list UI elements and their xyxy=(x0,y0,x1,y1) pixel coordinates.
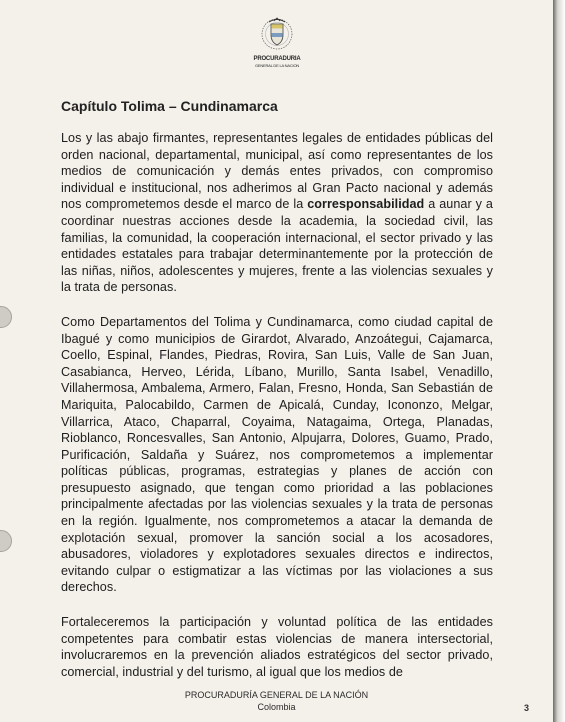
page-edge-shadow xyxy=(553,0,565,722)
chapter-heading: Capítulo Tolima – Cundinamarca xyxy=(61,98,278,114)
procuraduria-logo xyxy=(248,14,306,84)
footer-org: PROCURADURÍA GENERAL DE LA NACIÓN xyxy=(184,690,369,700)
page-footer xyxy=(0,689,553,713)
binder-hole xyxy=(0,530,12,552)
paragraph-1 xyxy=(61,130,493,296)
logo-name: PROCURADURIA xyxy=(253,56,301,62)
corresponsabilidad-term: corresponsabilidad xyxy=(307,197,425,212)
coat-of-arms-icon xyxy=(258,14,296,56)
paragraph-3: Fortaleceremos la participación y voluntad política de las entidades competentes para combatir estas violencias de manera intersectorial, involucraremos en la prevención aliados estratégicos del sector privado, comercial, industrial y del turismo, al igual que los medios de xyxy=(61,615,493,679)
paragraph-2: Como Departamentos del Tolima y Cundinamarca, como ciudad capital de Ibagué y como municipios de Girardot, Alvarado, Anzoátegui, Cajamarca, Coello, Espinal, Flandes, Piedras, Rovira, San Luis, Valle de San Juan, Casabianca, Herveo, Lérida, Líbano, Murillo, Santa Isabel, Venadillo, Villahermosa, Ambalema, Armero, Falan, Fresno, Honda, San Sebastián de Mariquita, Palocabildo, Carmen de Apicalá, Cunday, Icononzo, Melgar, Villarrica, Ataco, Chaparral, Coyaima, Natagaima, Ortega, Planadas, Rioblanco, Roncesvalles, San Antonio, Alpujarra, Dolores, Guamo, Prado, Purificación, Saldaña y Suárez, nos comprometemos a implementar políticas públicas, programas, estrategias y planes de acción con presupuesto asignado, que tengan como prioridad a las poblaciones principalmente afectadas por las violencias sexuales y la trata de personas en la región. Igualmente, nos comprometemos a atacar la demanda de explotación sexual, promover la sanción social a los acosadores, abusadores, violadores y explotadores sexuales directos e indirectos, evitando culpar o estigmatizar a las víctimas por las violaciones a sus derechos. xyxy=(61,314,493,595)
page-number: 3 xyxy=(524,703,530,713)
logo-subname: GENERAL DE LA NACION xyxy=(254,63,300,68)
document-body xyxy=(61,98,493,698)
paragraph-1-end: a aunar y a coordinar nuestras acciones desde la academia, la sociedad civil, las familias, la comunidad, la cooperación internacional, el sector privado y las entidades estatales para trabajar determinantemente por la protección de las niñas, niños, adolescentes y mujeres, frente a las violencias sexuales y la trata de personas. xyxy=(61,197,493,295)
paragraph-1-start: Los y las abajo firmantes, representantes legales de entidades públicas del orden nacional, departamental, municipal, así como representantes de los medios de comunicación y demás entes privados, con compromiso individual e institucional, nos adherimos al Gran Pacto nacional y además nos comprometemos desde el marco de la xyxy=(61,131,493,212)
binder-hole xyxy=(0,306,12,328)
footer-country: Colombia xyxy=(257,702,296,712)
